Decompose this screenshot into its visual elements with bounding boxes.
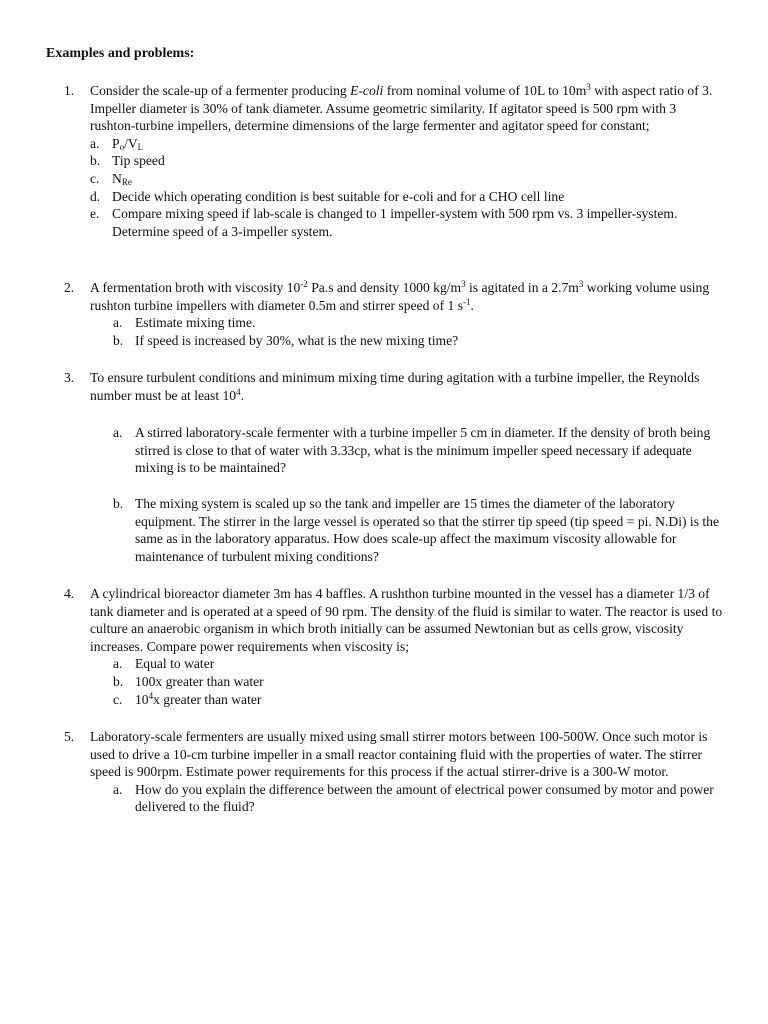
problem-number: 3. bbox=[64, 370, 75, 385]
sub-question-b: b. The mixing system is scaled up so the tank and impeller are 15 times the diameter of the laboratory equipment. The stirrer in the large vessel is operated so that the stirrer tip speed (tip speed = pi. N.Di) is the same as in the laboratory apparatus. How does scale-up affect the maximum viscosity allowable for maintenance of turbulent mixing conditions? bbox=[113, 495, 719, 564]
sub-question-b: b. Tip speed bbox=[90, 153, 165, 169]
problem-5 bbox=[64, 728, 724, 816]
sub-question-a: a. Estimate mixing time. bbox=[113, 315, 256, 331]
sub-question-a: a. A stirred laboratory-scale fermenter with a turbine impeller 5 cm in diameter. If the density of broth being stirred is close to that of water with 3.33cp, what is the minimum impeller speed necessary if adequate mixing is to be maintained? bbox=[113, 425, 711, 476]
sub-question-list bbox=[90, 135, 724, 241]
problem-stem: To ensure turbulent conditions and minimum mixing time during agitation with a turbine impeller, the Reynolds number must be at least $10^4$. bbox=[90, 370, 700, 403]
sub-question-b: b. 100x greater than water bbox=[113, 673, 264, 689]
sub-question-c: c. $N_{Re}$ bbox=[90, 170, 132, 187]
problem-stem: Laboratory-scale fermenters are usually mixed using small stirrer motors between 100-500W. Once such motor is used to drive a 10-cm turbine impeller in a small reactor containing fluid with the properties of water. The stirrer speed is 900rpm. Estimate power requirements for this process if the actual stirrer-drive is a 300-W motor. bbox=[90, 729, 708, 780]
sub-question-a: a. $P_o/V_L$ bbox=[90, 135, 144, 152]
sub-question-list bbox=[90, 655, 724, 708]
section-heading: Examples and problems: bbox=[46, 46, 195, 61]
problem-4 bbox=[64, 585, 724, 708]
problem-number: 4. bbox=[64, 586, 75, 601]
sub-question-list bbox=[90, 424, 724, 565]
problem-3 bbox=[64, 369, 724, 565]
sub-question-d: d. Decide which operating condition is best suitable for e-coli and for a CHO cell line bbox=[90, 188, 565, 204]
problem-stem: A fermentation broth with viscosity $10^{-2}$ Pa.s and density 1000 $kg/m^3$ is agitated in a $2.7m^3$ working volume using rushton turbine impellers with diameter 0.5m and stirrer speed of 1 $s^{-1}$. bbox=[90, 279, 710, 313]
problem-number: 5. bbox=[64, 729, 75, 744]
sub-question-e: e. Compare mixing speed if lab-scale is changed to 1 impeller-system with 500 rpm vs. 3 impeller-system. Determine speed of a 3-impeller system. bbox=[90, 206, 678, 239]
problem-stem: Consider the scale-up of a fermenter producing E-coli from nominal volume of 10L to $10m^3$ with aspect ratio of 3. Impeller diameter is 30% of tank diameter. Assume geometric similarity. If agitator speed is 500 rpm with 3 rushton-turbine impellers, determine dimensions of the large fermenter and agitator speed for constant; bbox=[90, 82, 713, 134]
sub-question-a: a. Equal to water bbox=[113, 656, 215, 672]
sub-question-b: b. If speed is increased by 30%, what is the new mixing time? bbox=[113, 332, 459, 348]
sub-question-a: a. How do you explain the difference between the amount of electrical power consumed by motor and power delivered to the fluid? bbox=[113, 781, 714, 815]
sub-question-c: c. $10^4x$ greater than water bbox=[113, 690, 262, 707]
sub-question-list bbox=[90, 781, 724, 816]
problem-1 bbox=[64, 82, 724, 240]
problem-stem: A cylindrical bioreactor diameter 3m has 4 baffles. A rushthon turbine mounted in the vessel has a diameter 1/3 of tank diameter and is operated at a speed of 90 rpm. The density of the fluid is similar to water. The reactor is used to culture an anaerobic organism in which broth initially can be assumed Newtonian but as cells grow, viscosity increases. Compare power requirements when viscosity is; bbox=[90, 586, 723, 654]
problem-number: 1. bbox=[64, 83, 75, 98]
problem-2 bbox=[64, 279, 724, 349]
sub-question-list bbox=[90, 314, 724, 349]
problem-number: 2. bbox=[64, 280, 75, 295]
